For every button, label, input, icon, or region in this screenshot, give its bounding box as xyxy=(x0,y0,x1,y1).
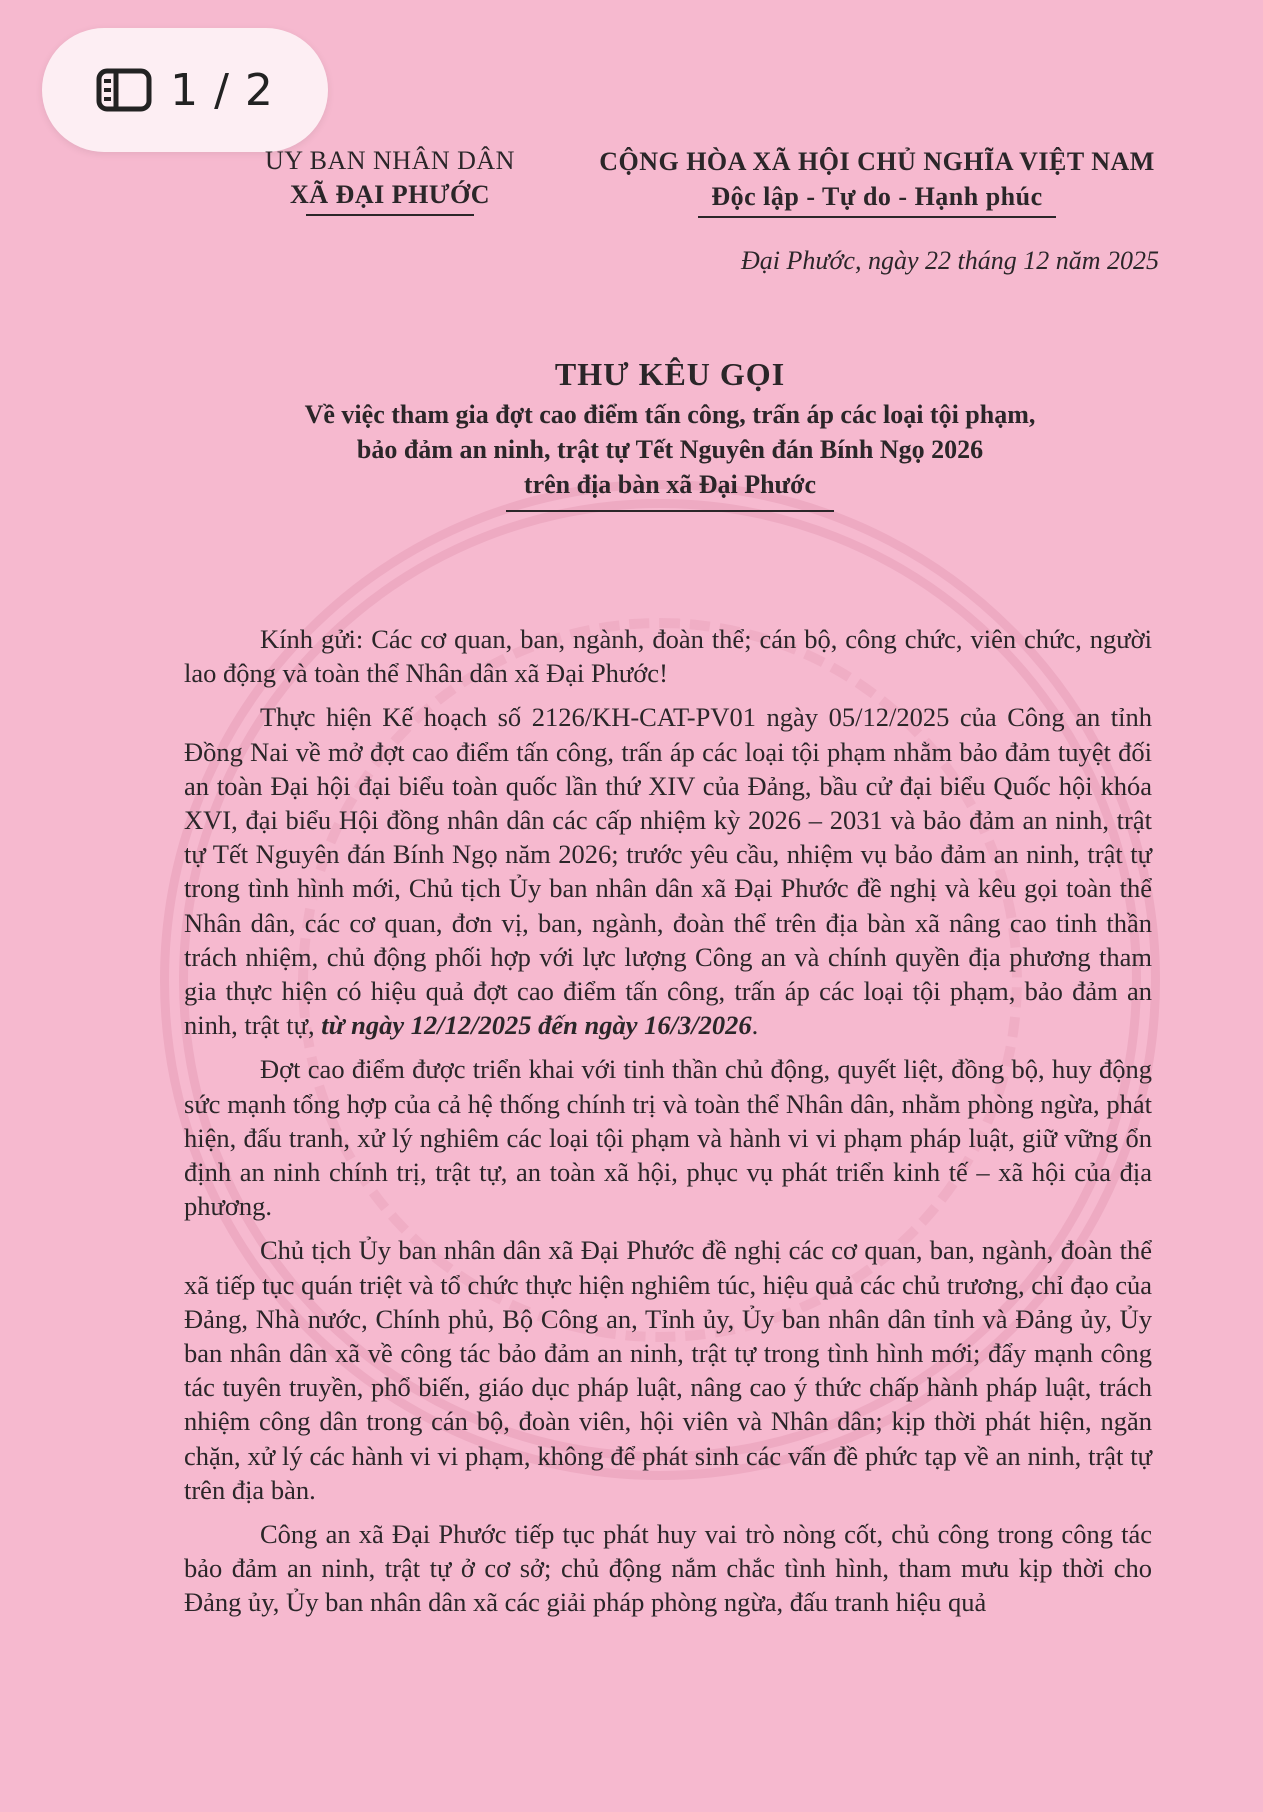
issuer-header xyxy=(230,144,550,216)
date-line: Đại Phước, ngày 22 tháng 12 năm 2025 xyxy=(740,246,1159,275)
document-title: THƯ KÊU GỌI xyxy=(554,356,786,392)
subtitle-line-2: bảo đảm an ninh, trật tự Tết Nguyên đán Bính Ngọ 2026 xyxy=(356,435,984,464)
paragraph-plan-text: Thực hiện Kế hoạch số 2126/KH-CAT-PV01 ngày 05/12/2025 của Công an tỉnh Đồng Nai về mở đợt cao điểm tấn công, trấn áp các loại tội phạm nhằm bảo đảm tuyệt đối an toàn Đại hội đại biểu toàn quốc lần thứ XIV của Đảng, bầu cử đại biểu Quốc hội khóa XVI, đại biểu Hội đồng nhân dân các cấp nhiệm kỳ 2026 – 2031 và bảo đảm an ninh, trật tự Tết Nguyên đán Bính Ngọ năm 2026; trước yêu cầu, nhiệm vụ bảo đảm an ninh, trật tự trong tình hình mới, Chủ tịch Ủy ban nhân dân xã Đại Phước đề nghị và kêu gọi toàn thể Nhân dân, các cơ quan, đơn vị, ban, ngành, đoàn thể trên địa bàn xã nâng cao tinh thần trách nhiệm, chủ động phối hợp với lực lượng Công an và chính quyền địa phương tham gia thực hiện có hiệu quả đợt cao điểm tấn công, trấn áp các loại tội phạm, bảo đảm an ninh, trật tự, xyxy=(184,702,1152,1041)
period-dates: từ ngày 12/12/2025 đến ngày 16/3/2026 xyxy=(321,1010,752,1041)
page-view-icon xyxy=(96,68,152,112)
issuer-underline xyxy=(306,214,474,216)
motto-underline xyxy=(698,216,1056,218)
paragraph-campaign: Đợt cao điểm được triển khai với tinh thần chủ động, quyết liệt, đồng bộ, huy động sức mạnh tổng hợp của cả hệ thống chính trị và toàn thể Nhân dân, nhằm phòng ngừa, phát hiện, đấu tranh, xử lý nghiêm các loại tội phạm và hành vi vi phạm pháp luật, giữ vững ổn định an ninh chính trị, trật tự, an toàn xã hội, phục vụ phát triển kinh tế – xã hội của địa phương. xyxy=(184,1054,1152,1222)
page-counter: 1 / 2 xyxy=(170,64,274,116)
national-title: CỘNG HÒA XÃ HỘI CHỦ NGHĨA VIỆT NAM xyxy=(599,147,1155,176)
page-indicator[interactable] xyxy=(42,28,328,152)
subtitle-line-1: Về việc tham gia đợt cao điểm tấn công, trấn áp các loại tội phạm, xyxy=(304,400,1036,429)
salutation-paragraph: Kính gửi: Các cơ quan, ban, ngành, đoàn thể; cán bộ, công chức, viên chức, người lao động và toàn thể Nhân dân xã Đại Phước! xyxy=(184,624,1152,689)
national-header xyxy=(588,144,1166,218)
document-title-block xyxy=(200,356,1140,512)
paragraph-plan-end: . xyxy=(751,1010,759,1041)
letter-body xyxy=(184,622,1152,1630)
subtitle-line-3: trên địa bàn xã Đại Phước xyxy=(523,470,817,499)
title-underline xyxy=(506,510,834,512)
issuer-line-1: UY BAN NHÂN DÂN xyxy=(265,146,515,175)
national-motto: Độc lập - Tự do - Hạnh phúc xyxy=(711,182,1043,211)
issuer-line-2: XÃ ĐẠI PHƯỚC xyxy=(289,180,491,209)
paragraph-request: Chủ tịch Ủy ban nhân dân xã Đại Phước đề nghị các cơ quan, ban, ngành, đoàn thể xã tiếp tục quán triệt và tổ chức thực hiện nghiêm túc, hiệu quả các chủ trương, chỉ đạo của Đảng, Nhà nước, Chính phủ, Bộ Công an, Tỉnh ủy, Ủy ban nhân dân tỉnh và Đảng ủy, Ủy ban nhân dân xã về công tác bảo đảm an ninh, trật tự trong tình hình mới; đẩy mạnh công tác tuyên truyền, phổ biến, giáo dục pháp luật, nâng cao ý thức chấp hành pháp luật, trách nhiệm công dân trong cán bộ, đoàn viên, hội viên và Nhân dân; kịp thời phát hiện, ngăn chặn, xử lý các hành vi vi phạm, không để phát sinh các vấn đề phức tạp về an ninh, trật tự trên địa bàn. xyxy=(184,1235,1152,1505)
paragraph-plan xyxy=(184,700,1152,1042)
paragraph-police: Công an xã Đại Phước tiếp tục phát huy vai trò nòng cốt, chủ công trong công tác bảo đảm an ninh, trật tự ở cơ sở; chủ động nắm chắc tình hình, tham mưu kịp thời cho Đảng ủy, Ủy ban nhân dân xã các giải pháp phòng ngừa, đấu tranh hiệu quả xyxy=(184,1519,1152,1618)
